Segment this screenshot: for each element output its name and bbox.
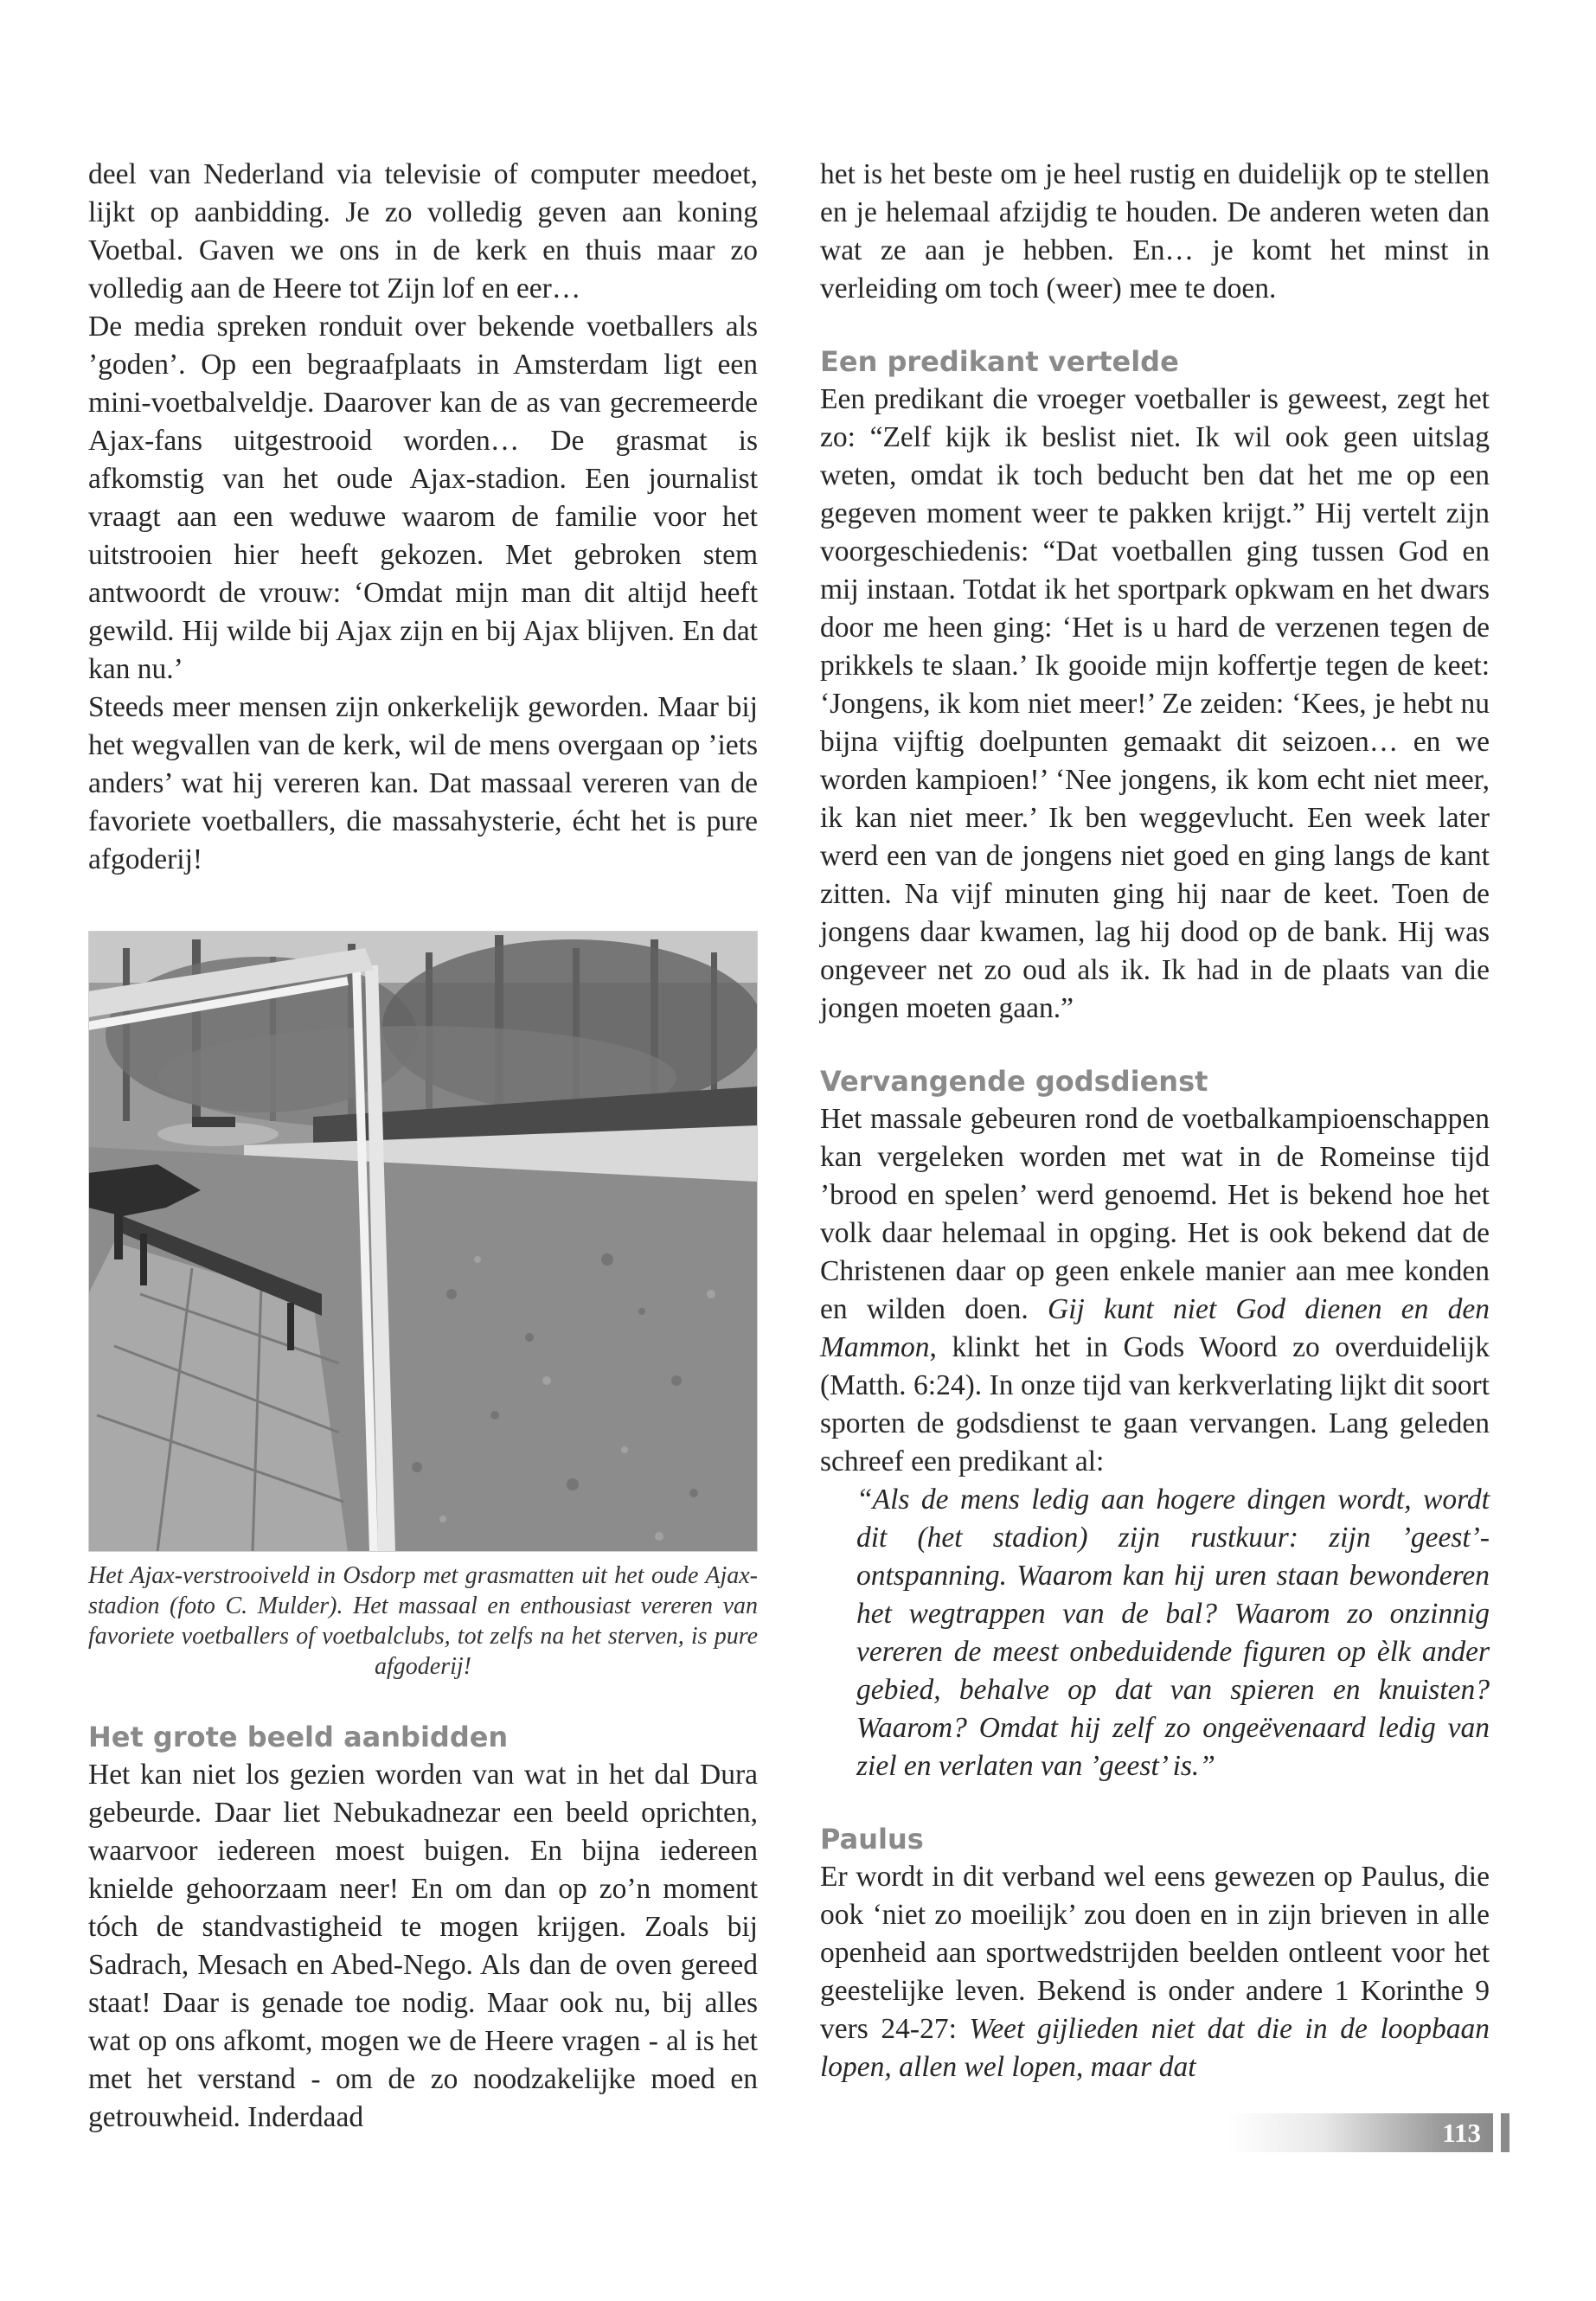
photo-illustration [88,931,758,1552]
section-een-predikant-vertelde [820,343,1490,1028]
paragraph-text: Het massale gebeuren rond de voetbalkampioenschappen kan vergeleken worden met wat in de Romeinse tijd ’brood en spelen’ werd genoemd. Het is bekend hoe het volk daar helemaal in opging. Het is ook bekend dat de Christenen daar op geen enkele manier aan mee konden en wilden doen. [820,1103,1490,1325]
section-heading: Een predikant vertelde [820,345,1179,378]
photo-ajax-strewing-field [88,931,758,1552]
bible-quote-inline: Weet gijlieden niet dat die in de loopbaan lopen, allen wel lopen, maar dat [820,2013,1490,2083]
section-heading: Paulus [820,1823,924,1856]
page-number-tab [1501,2113,1509,2152]
section-paragraph: Het kan niet los gezien worden van wat in het dal Dura gebeurde. Daar liet Nebukadnezar een beeld oprichten, waarvoor iedereen moest buigen. En bijna iedereen knielde gehoorzaam neer! En om dan op zo’n moment tóch de standvastigheid te mogen krijgen. Zoals bij Sadrach, Mesach en Abed-Nego. Als dan de oven gereed staat! Daar is genade toe nodig. Maar ook nu, bij alles wat op ons afkomt, mogen we de Heere vragen - al is het met het verstand - om de zo noodzakelijke moed en getrouwheid. Inderdaad [88,1759,758,2133]
block-quote: “Als de mens ledig aan hogere dingen wordt, wordt dit (het stadion) zijn rustkuur: zijn ’geest’-ontspanning. Waarom kan hij uren staan bewonderen het wegtrappen van de bal? Waarom zo onzinnig vereren de meest onbeduidende figuren op èlk ander gebied, behalve op dat van spieren en knuisten? Waarom? Omdat hij zelf zo ongeëvenaard ledig van ziel en verlaten van ’geest’ is.” [856,1484,1490,1782]
section-paragraph: Een predikant die vroeger voetballer is geweest, zegt het zo: “Zelf kijk ik beslist niet. Ik wil ook geen uitslag weten, omdat ik toch beducht ben dat het me op een gegeven moment weer te pakken krijgt.” Hij vertelt zijn voorgeschiedenis: “Dat voetballen ging tussen God en mij instaan. Totdat ik het sportpark opkwam en het dwars door me heen ging: ‘Het is u hard de verzenen tegen de prikkels te slaan.’ Ik gooide mijn koffertje tegen de keet: ‘Jongens, ik kom niet meer!’ Ze zeiden: ‘Kees, je hebt nu bijna vijftig doelpunten gemaakt dit seizoen… en we worden kampioen!’ ‘Nee jongens, ik kom echt niet meer, ik kan niet meer.’ Ik ben weggevlucht. Een week later werd een van de jongens niet goed en ging langs de kant zitten. Na vijf minuten ging hij naar de keet. Toen de jongens daar kwamen, lag hij dood op de bank. Hij was ongeveer net zo oud als ik. Ik had in de plaats van die jongen moeten gaan.” [820,383,1490,1024]
photo-caption: Het Ajax-verstrooiveld in Osdorp met grasmatten uit het oude Ajax-stadion (foto C. Mulder). Het massaal en enthousiast vereren van favoriete voetballers of voetbalclubs, tot zelfs na het sterven, is pure afgoderij! [88,1562,758,1680]
page-number-bar [1228,2113,1493,2152]
section-vervangende-godsdienst [820,1062,1490,1785]
right-column [820,156,1490,2086]
section-paragraph [820,1100,1490,1481]
section-het-grote-beeld [88,1718,758,2137]
right-paragraph-1: het is het beste om je heel rustig en duidelijk op te stellen en je helemaal afzijdig te houden. De anderen weten dan wat ze aan je hebben. En… je komt het minst in verleiding om toch (weer) mee te doen. [820,158,1490,304]
section-paragraph [820,1858,1490,2086]
page-number: 113 [1442,2118,1481,2148]
section-paulus [820,1820,1490,2086]
left-column [88,156,758,2137]
paragraph-text: , klinkt het in Gods Woord zo overduidelijk (Matth. 6:24). In onze tijd van kerkverlating lijkt dit soort sporten de godsdienst te gaan vervangen. Lang geleden schreef een predikant al: [820,1331,1490,1477]
left-paragraph-2: De media spreken ronduit over bekende voetballers als ’goden’. Op een begraafplaats in Amsterdam ligt een mini-voetbalveldje. Daarover kan de as van gecremeerde Ajax-fans uitgestrooid worden… De grasmat is afkomstig van het oude Ajax-stadion. Een journalist vraagt aan een weduwe waarom de familie voor het uitstrooien hier heeft gekozen. Met gebroken stem antwoordt de vrouw: ‘Omdat mijn man dit altijd heeft gewild. Hij wilde bij Ajax zijn en bij Ajax blijven. En dat kan nu.’ [88,311,758,685]
left-paragraph-3: Steeds meer mensen zijn onkerkelijk geworden. Maar bij het wegvallen van de kerk, wil de mens overgaan op ’iets anders’ wat hij vereren kan. Dat massaal vereren van de favoriete voetballers, die massahysterie, écht het is pure afgoderij! [88,691,758,875]
section-heading: Het grote beeld aanbidden [88,1721,509,1753]
bible-quote-inline: Gij kunt niet God dienen en den Mammon [820,1293,1490,1363]
paragraph-text: Er wordt in dit verband wel eens gewezen op Paulus, die ook ‘niet zo moeilijk’ zou doen en in zijn brieven in alle openheid aan sportwedstrijden beelden ontleent voor het geestelijke leven. Bekend is onder andere 1 Korinthe 9 vers 24-27: [820,1861,1490,2045]
section-heading: Vervangende godsdienst [820,1065,1208,1098]
left-paragraph-1: deel van Nederland via televisie of computer meedoet, lijkt op aanbidding. Je zo volledig geven aan koning Voetbal. Gaven we ons in de kerk en thuis maar zo volledig aan de Heere tot Zijn lof en eer… [88,158,758,304]
